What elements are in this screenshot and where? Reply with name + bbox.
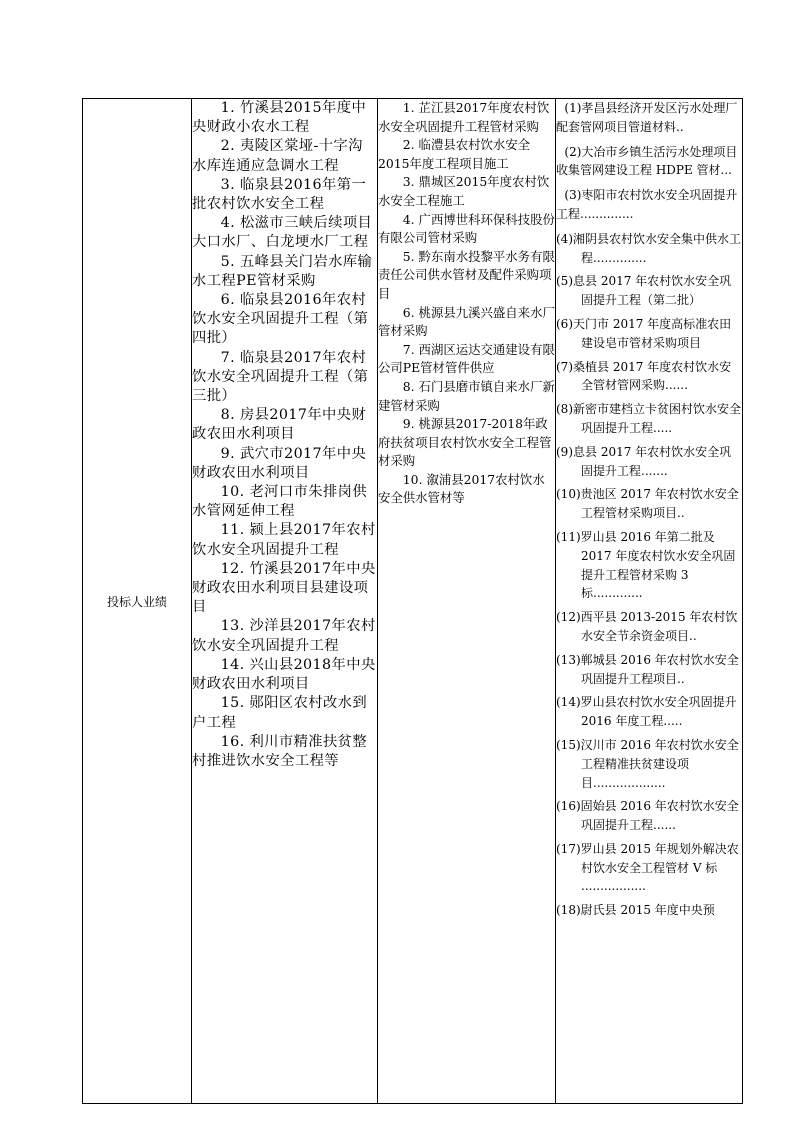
list-item: (14)罗山县农村饮水安全巩固提升 2016 年度工程..... (556, 695, 737, 729)
list-item: (17)罗山县 2015 年规划外解决农村饮水安全工程管材 V 标 ................. (556, 841, 739, 894)
list-item: 9. 桃源县2017-2018年政府扶贫项目农村饮水安全工程管材采购 (378, 416, 552, 469)
list-item: 9. 武穴市2017年中央财政农田水利项目 (192, 445, 367, 481)
list-item: (12)西平县 2013-2015 年农村饮水安全节余资金项目.. (556, 610, 738, 643)
list-item: (16)固始县 2016 年农村饮水安全巩固提升工程...... (556, 799, 739, 833)
list-item: (8)新密市建档立卡贫困村饮水安全巩固提升工程..... (556, 402, 741, 435)
column-4-cell (556, 99, 743, 1104)
list-item: (5)息县 2017 年农村饮水安全巩固提升工程（第二批） (556, 274, 732, 308)
list-item: 1. 竹溪县2015年度中央财政小农水工程 (192, 100, 367, 136)
list-item: 3. 临泉县2016年第一批农村饮水安全工程 (192, 176, 367, 213)
list-item: (13)郸城县 2016 年农村饮水安全巩固提升工程项目.. (556, 652, 739, 686)
list-item: 16. 利川市精准扶贫整村推进饮水安全工程等 (192, 733, 368, 769)
list-item: 5. 黔东南水投黎平水务有限责任公司供水管材及配件采购项目 (378, 248, 555, 301)
row-label: 投标人业绩 (83, 99, 192, 1104)
list-item: 6. 临泉县2016年农村饮水安全巩固提升工程（第四批） (192, 292, 369, 347)
list-item: 15. 郧阳区农村改水到户工程 (192, 695, 368, 731)
list-item: 13. 沙洋县2017年农村饮水安全巩固提升工程 (192, 618, 376, 654)
column-3-cell (378, 99, 556, 1104)
list-item: 2. 临澧县农村饮水安全2015年度工程项目施工 (378, 137, 531, 171)
performance-table (82, 98, 743, 1104)
list-item: (10)贵池区 2017 年农村饮水安全工程管材采购项目.. (556, 487, 739, 521)
list-item: 7. 临泉县2017年农村饮水安全巩固提升工程（第三批） (192, 349, 369, 405)
list-item: (1)孝昌县经济开发区污水处理厂配套管网项目管道材料.. (556, 101, 738, 134)
list-item: 10. 溆浦县2017农村饮水安全供水管材等 (378, 471, 545, 506)
list-item: (9)息县 2017 年农村饮水安全巩固提升工程....... (556, 444, 732, 478)
list-item: (4)湘阴县农村饮水安全集中供水工程.............. (556, 231, 741, 265)
table-row (83, 99, 743, 1104)
list-item: (3)枣阳市农村饮水安全巩固提升工程.............. (556, 188, 738, 221)
list-item: 12. 竹溪县2017年中央财政农田水利项目县建设项目 (192, 560, 376, 616)
list-item: 7. 西湖区运达交通建设有限公司PE管材管件供应 (378, 341, 555, 376)
list-item: (2)大冶市乡镇生活污水处理项目收集管网建设工程 HDPE 管材... (556, 144, 738, 178)
list-item: 10. 老河口市朱排岗供水管网延伸工程 (192, 484, 368, 520)
list-item: (18)尉氏县 2015 年度中央预 (556, 903, 715, 918)
list-item: (6)天门市 2017 年度高标准农田建设皂市管材采购项目 (556, 316, 732, 350)
list-item: (11)罗山县 2016 年第二批及 2017 年度农村饮水安全巩固提升工程管材采购 3 标............. (556, 529, 736, 601)
list-item: 5. 五峰县关门岩水库输水工程PE管材采购 (192, 253, 373, 289)
list-item: 4. 广西博世科环保科技股份有限公司管材采购 (378, 211, 555, 246)
list-item: 14. 兴山县2018年中央财政农田水利项目 (192, 656, 376, 693)
list-item: 3. 鼎城区2015年度农村饮水安全工程施工 (378, 174, 550, 208)
list-item: 11. 颍上县2017年农村饮水安全巩固提升工程 (192, 522, 376, 558)
list-item: 6. 桃源县九溪兴盛自来水厂管材采购 (378, 304, 555, 339)
list-item: 8. 房县2017年中央财政农田水利项目 (192, 407, 367, 443)
column-2-cell (192, 99, 378, 1104)
list-item: (15)汉川市 2016 年农村饮水安全工程精准扶贫建设项目................... (556, 737, 739, 790)
list-item: 4. 松滋市三峡后续项目大口水厂、白龙埂水厂工程 (192, 215, 373, 251)
list-item: 8. 石门县磨市镇自来水厂新建管材采购 (378, 378, 555, 413)
list-item: 1. 芷江县2017年度农村饮水安全巩固提升工程管材采购 (378, 100, 550, 134)
list-item: (7)桑植县 2017 年度农村饮水安全管材管网采购...... (556, 359, 732, 393)
list-item: 2. 夷陵区棠垭-十字沟水库连通应急调水工程 (192, 138, 363, 174)
